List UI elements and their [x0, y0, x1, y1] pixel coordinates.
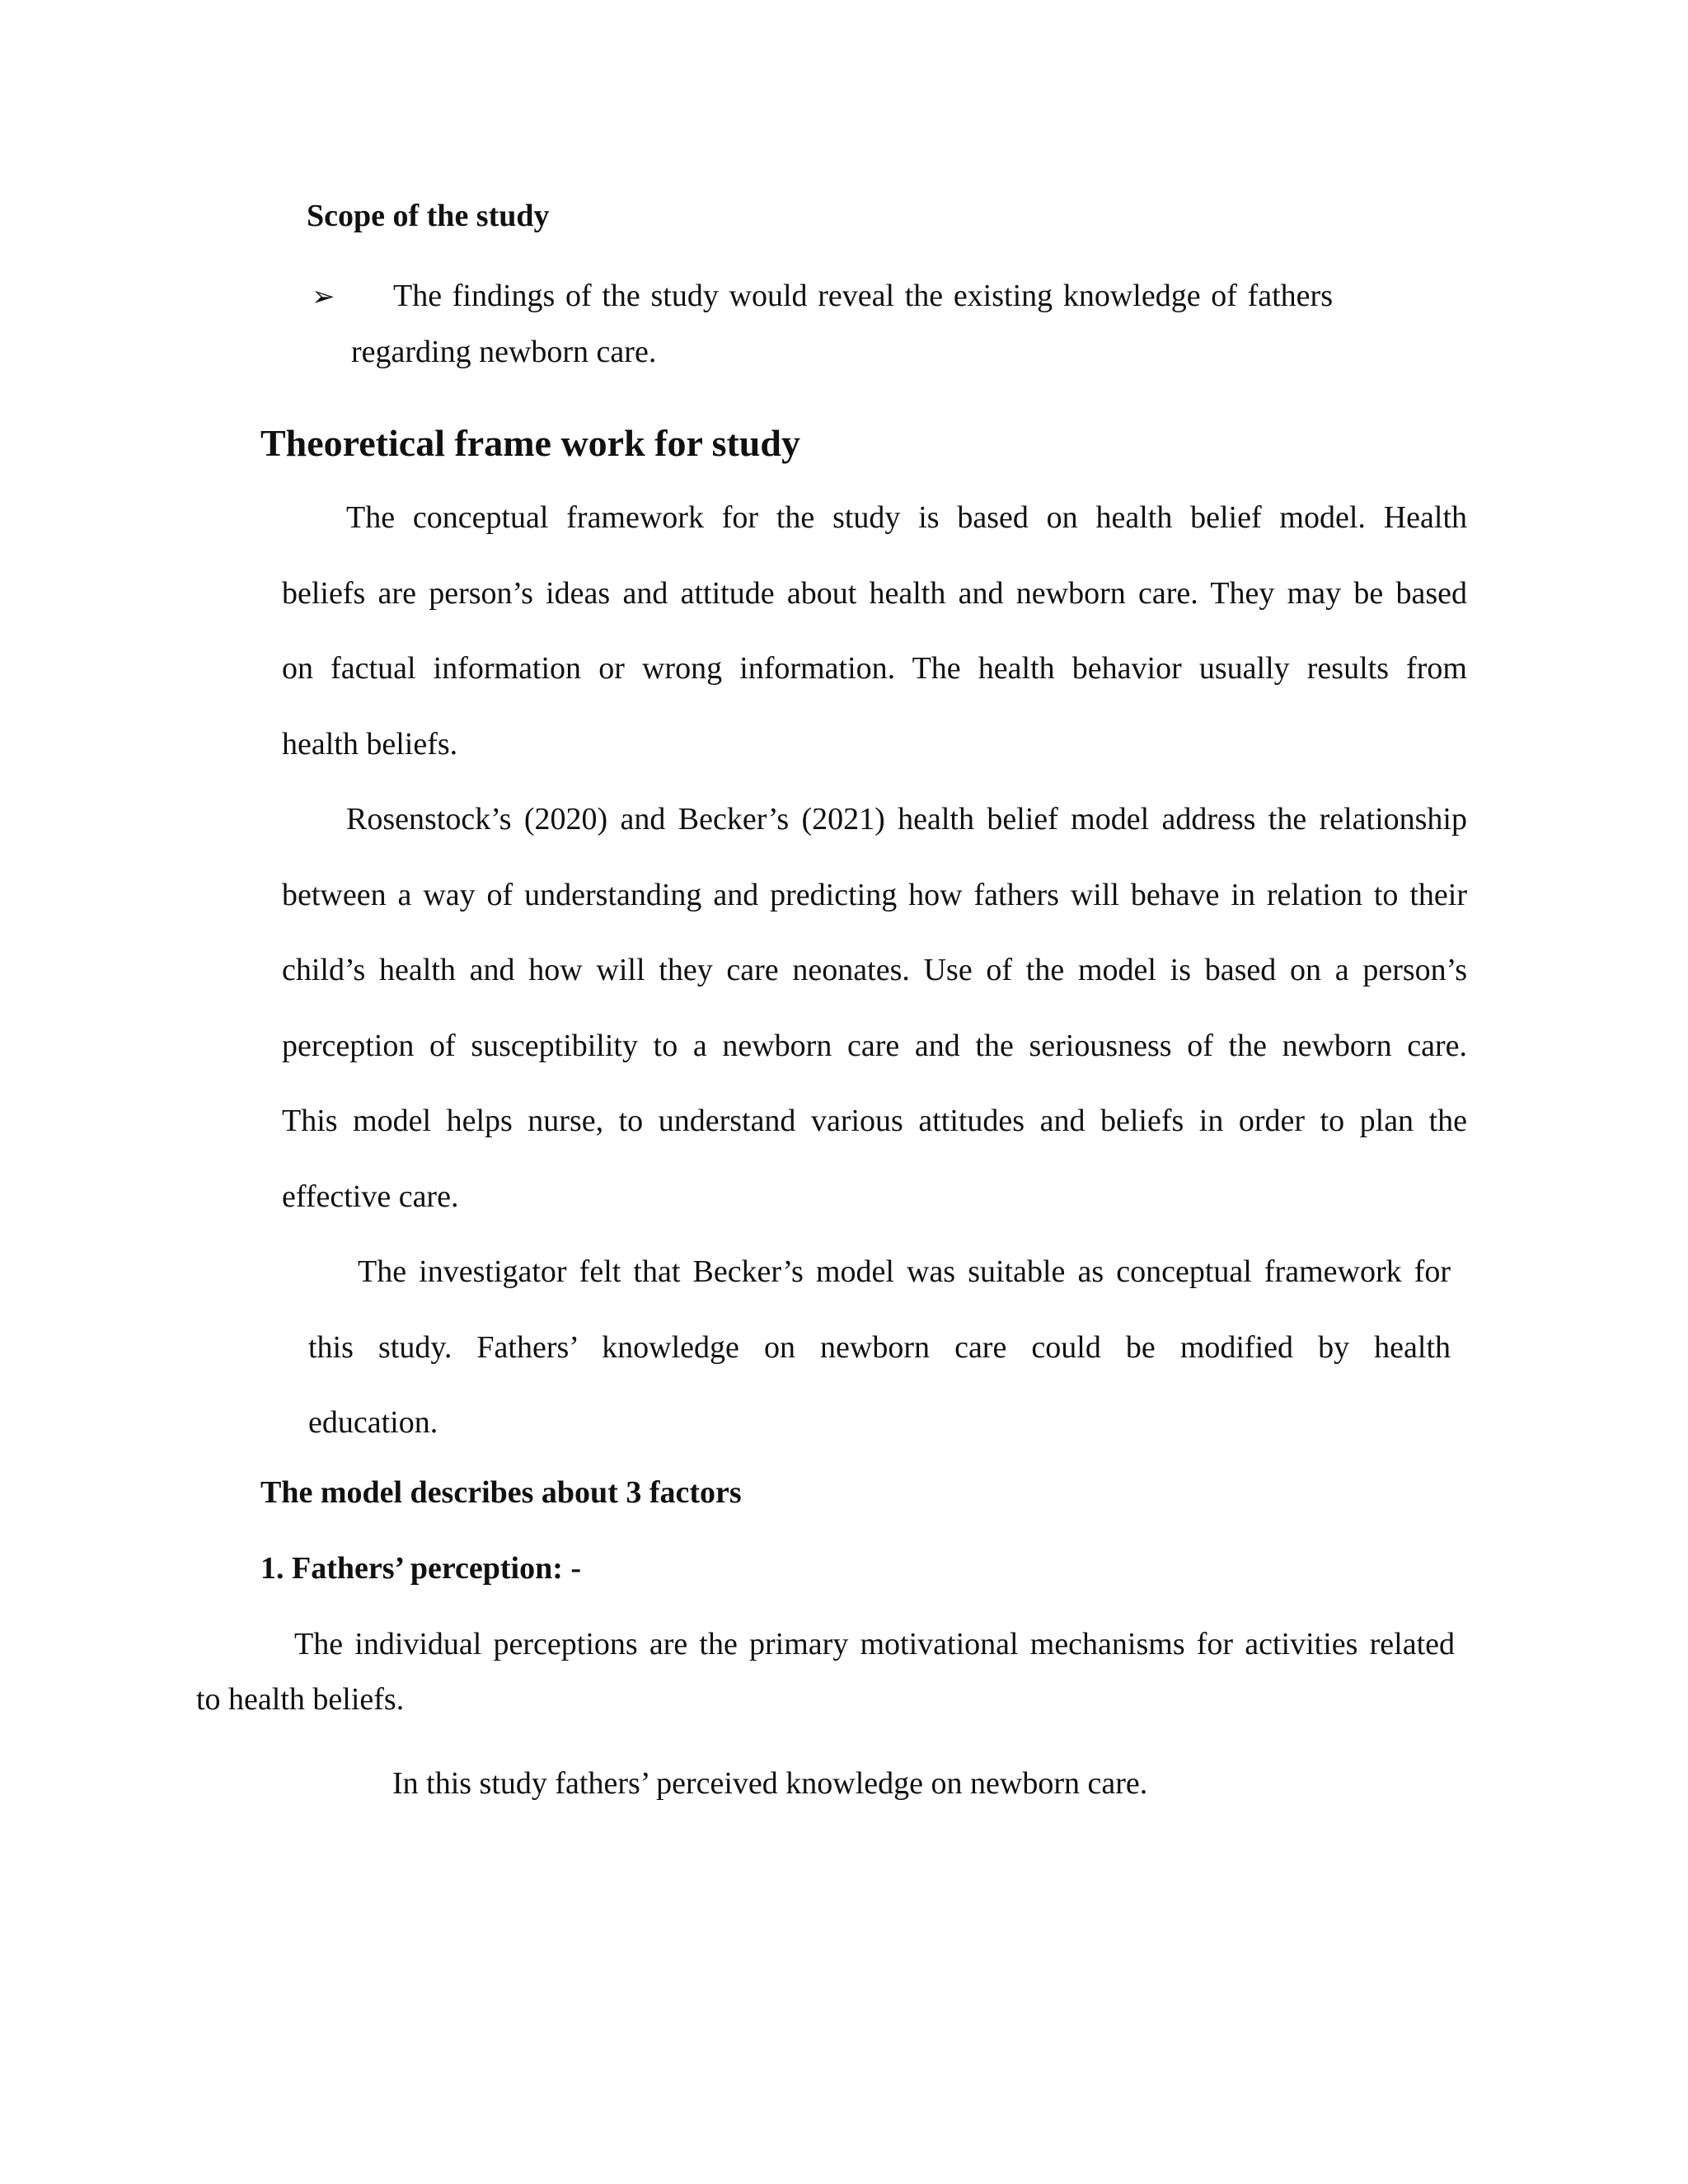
paragraph-line: perception of susceptibility to a newborn care and the seriousness of the newborn care. [282, 1028, 1467, 1063]
scope-heading: Scope of the study [307, 199, 550, 233]
paragraph-line: health beliefs. [282, 726, 458, 762]
factor-1-heading: 1. Fathers’ perception: - [260, 1551, 582, 1586]
factor-1-line-1: The individual perceptions are the primary motivational mechanisms for activities related [294, 1627, 1455, 1661]
paragraph-line: education. [308, 1405, 438, 1440]
scope-bullet-line-1: The findings of the study would reveal the existing knowledge of fathers [393, 279, 1333, 313]
theory-paragraph-2 [282, 782, 1467, 1235]
factor-1-note: In this study fathers’ perceived knowledge on newborn care. [392, 1766, 1148, 1801]
paragraph-line: Rosenstock’s (2020) and Becker’s (2021) health belief model address the relationship [346, 802, 1467, 837]
factor-1-line-2: to health beliefs. [196, 1682, 405, 1717]
paragraph-line: on factual information or wrong information. The health behavior usually results from [282, 651, 1467, 686]
scope-bullet-line-2: regarding newborn care. [351, 335, 657, 369]
paragraph-line: this study. Fathers’ knowledge on newborn care could be modified by health [308, 1329, 1451, 1365]
paragraph-line: The conceptual framework for the study is based on health belief model. Health [346, 500, 1467, 535]
paragraph-line: child’s health and how will they care neonates. Use of the model is based on a person’s [282, 953, 1467, 987]
paragraph-line: effective care. [282, 1179, 459, 1214]
arrow-bullet-icon: ➢ [312, 280, 335, 313]
paragraph-line: This model helps nurse, to understand various attitudes and beliefs in order to plan the [282, 1104, 1467, 1138]
paragraph-line: The investigator felt that Becker’s model was suitable as conceptual framework for [358, 1254, 1451, 1289]
model-heading: The model describes about 3 factors [260, 1475, 742, 1510]
theory-paragraph-1 [282, 480, 1467, 782]
paragraph-line: between a way of understanding and predicting how fathers will behave in relation to their [282, 877, 1467, 912]
theory-heading: Theoretical frame work for study [260, 422, 800, 464]
paragraph-line: beliefs are person’s ideas and attitude about health and newborn care. They may be based [282, 575, 1467, 611]
theory-paragraph-3 [308, 1235, 1451, 1461]
